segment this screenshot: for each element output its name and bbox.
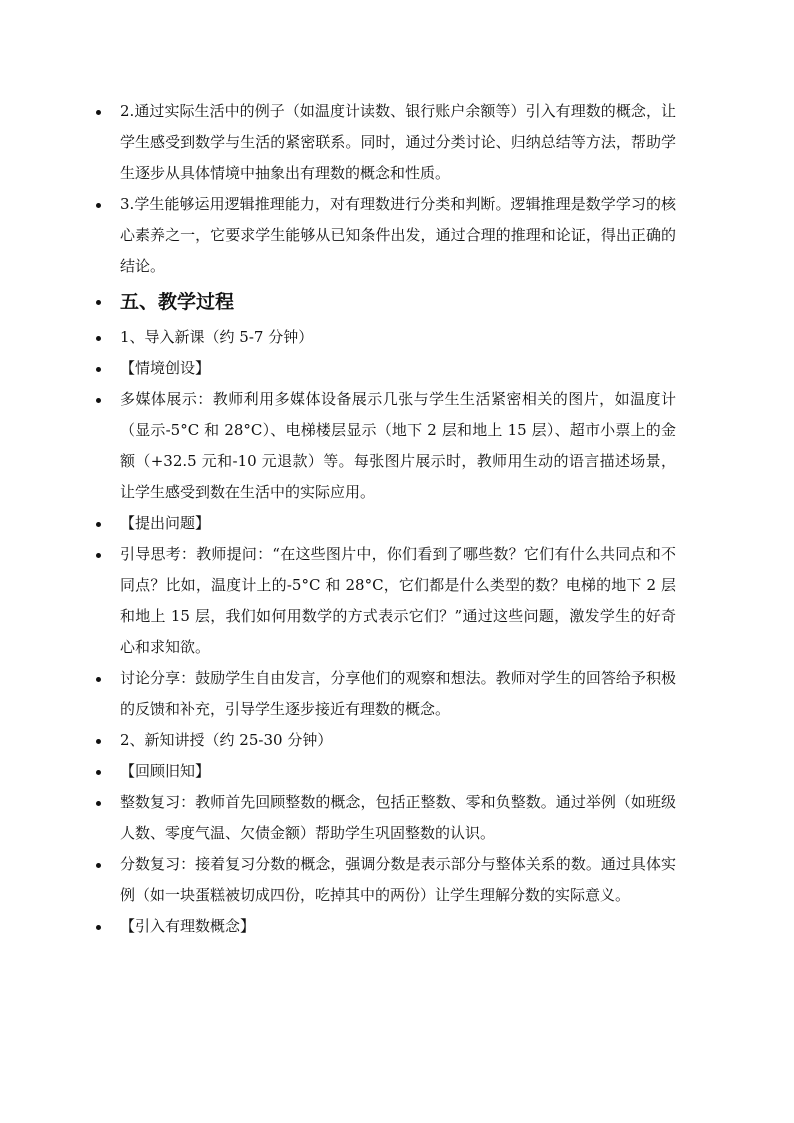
bullet-icon xyxy=(96,203,101,208)
list-item xyxy=(96,353,676,384)
list-item xyxy=(96,96,676,189)
list-item xyxy=(96,663,676,725)
bracket-label: 【回顾旧知】 xyxy=(120,762,211,780)
bullet-icon xyxy=(96,801,101,806)
bullet-icon xyxy=(96,300,101,305)
list-item xyxy=(96,787,676,849)
bullet-icon xyxy=(96,110,101,115)
paragraph-text: 引导思考：教师提问：“在这些图片中，你们看到了哪些数？它们有什么共同点和不同点？比如，温度计上的-5°C 和 28°C，它们都是什么类型的数？电梯的地下 2 层和地上 15 层，我们如何用数学的方式表示它们？”通过这些问题，激发学生的好奇心和求知欲。 xyxy=(120,545,676,656)
bullet-icon xyxy=(96,522,101,527)
bullet-icon xyxy=(96,677,101,682)
bracket-label: 【引入有理数概念】 xyxy=(120,917,256,935)
bullet-icon xyxy=(96,739,101,744)
bullet-icon xyxy=(96,336,101,341)
section-heading xyxy=(96,282,676,322)
bullet-icon xyxy=(96,367,101,372)
content-list xyxy=(96,96,676,942)
bullet-icon xyxy=(96,863,101,868)
paragraph-text: 多媒体展示：教师利用多媒体设备展示几张与学生生活紧密相关的图片，如温度计（显示-5°C 和 28°C）、电梯楼层显示（地下 2 层和地上 15 层）、超市小票上的金额（+32.5 元和-10 元退款）等。每张图片展示时，教师用生动的语言描述场景，让学生感受到数在生活中的实际应用。 xyxy=(120,390,676,501)
list-item xyxy=(96,756,676,787)
paragraph-text: 2.通过实际生活中的例子（如温度计读数、银行账户余额等）引入有理数的概念，让学生感受到数学与生活的紧密联系。同时，通过分类讨论、归纳总结等方法，帮助学生逐步从具体情境中抽象出有理数的概念和性质。 xyxy=(120,102,676,182)
paragraph-text: 整数复习：教师首先回顾整数的概念，包括正整数、零和负整数。通过举例（如班级人数、零度气温、欠债金额）帮助学生巩固整数的认识。 xyxy=(120,793,676,842)
paragraph-text: 分数复习：接着复习分数的概念，强调分数是表示部分与整体关系的数。通过具体实例（如一块蛋糕被切成四份，吃掉其中的两份）让学生理解分数的实际意义。 xyxy=(120,855,676,904)
list-item xyxy=(96,849,676,911)
bullet-icon xyxy=(96,925,101,930)
bracket-label: 【情境创设】 xyxy=(120,359,211,377)
list-item xyxy=(96,508,676,539)
subsection-title: 1、导入新课（约 5-7 分钟） xyxy=(120,328,314,346)
list-item xyxy=(96,384,676,508)
paragraph-text: 讨论分享：鼓励学生自由发言，分享他们的观察和想法。教师对学生的回答给予积极的反馈和补充，引导学生逐步接近有理数的概念。 xyxy=(120,669,676,718)
list-item xyxy=(96,189,676,282)
list-item xyxy=(96,322,676,353)
paragraph-text: 3.学生能够运用逻辑推理能力，对有理数进行分类和判断。逻辑推理是数学学习的核心素养之一，它要求学生能够从已知条件出发，通过合理的推理和论证，得出正确的结论。 xyxy=(120,195,676,275)
list-item xyxy=(96,539,676,663)
bullet-icon xyxy=(96,398,101,403)
bullet-icon xyxy=(96,553,101,558)
bracket-label: 【提出问题】 xyxy=(120,514,211,532)
bullet-icon xyxy=(96,770,101,775)
list-item xyxy=(96,911,676,942)
heading-text: 五、教学过程 xyxy=(120,291,235,313)
subsection-title: 2、新知讲授（约 25-30 分钟） xyxy=(120,731,333,749)
list-item xyxy=(96,725,676,756)
